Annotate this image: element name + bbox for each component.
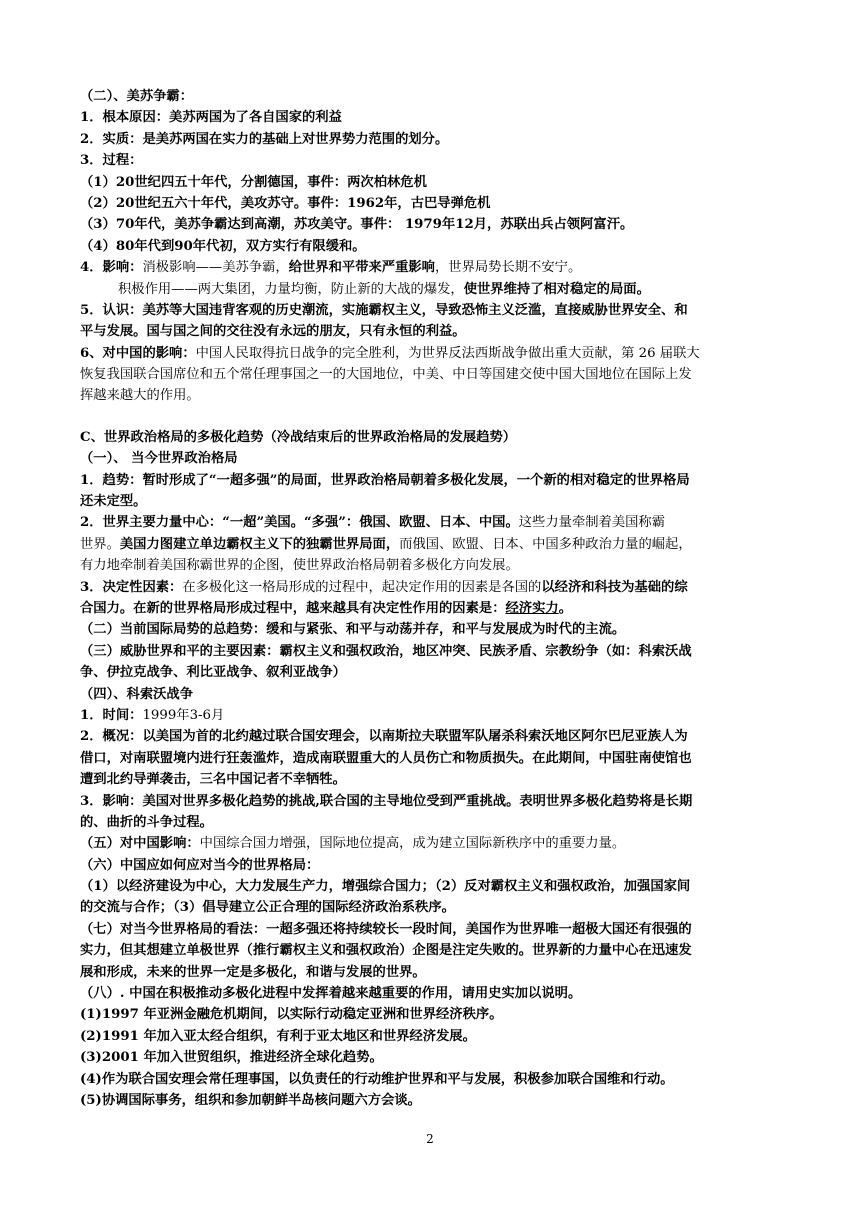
- paragraph-line: （七）对当今世界格局的看法：一超多强还将持续较长一段时间，美国作为世界唯一超极大国还有很强的: [80, 921, 692, 937]
- item-label: 6、对中国的影响：: [80, 345, 196, 361]
- text-run: 中国人民取得抗日战争的完全胜利，为世界反法西斯战争做出重大贡献，第 26 届联大: [195, 345, 700, 361]
- text-run: 中国综合国力增强，国际地位提高，成为建立国际新秩序中的重要力量。: [199, 836, 626, 852]
- text-run: 在多极化这一格局形成的过程中，起决定作用的因素是各国的: [182, 579, 542, 595]
- paragraph-line: 5．认识：美苏等大国违背客观的历史潮流，实施霸权主义，导致恐怖主义泛滥，直接威胁世界安全、和: [80, 302, 688, 318]
- paragraph-line: [80, 279, 790, 300]
- paragraph-line: （3）70年代，美苏争霸达到高潮，苏攻美守。事件： 1979年12月，苏联出兵占领阿富汗。: [80, 217, 634, 233]
- paragraph-line: 还未定型。: [80, 494, 147, 510]
- paragraph-line: [80, 577, 790, 598]
- paragraph-line: [80, 257, 790, 278]
- page-number: 2: [426, 1132, 434, 1146]
- section-us-soviet-rivalry: [80, 86, 790, 407]
- text-run: 世界。: [80, 536, 120, 552]
- text-run: 消极影响——美苏争霸，: [142, 260, 289, 276]
- text-run-bold: 2．世界主要力量中心：“一超”美国。“多强”：俄国、欧盟、日本、中国。: [80, 515, 519, 531]
- paragraph-line: [80, 534, 790, 555]
- text-run: 这些力量牵制着美国称霸: [518, 515, 666, 531]
- paragraph-line: 3．过程：: [80, 153, 143, 169]
- text-run-bold: 合国力。在新的世界格局形成过程中，越来越具有决定性作用的因素是：: [80, 600, 506, 616]
- subsection-heading: （一）、 当今世界政治格局: [80, 451, 238, 467]
- item-label: （五）对中国影响：: [80, 836, 200, 852]
- paragraph-line: 借口，对南联盟境内进行狂轰滥炸，造成南联盟重大的人员伤亡和物质损失。在此期间，中国驻南使馆也: [80, 750, 692, 766]
- text-run: 积极作用——两大集团，力量均衡，防止新的大战的爆发，: [118, 281, 464, 297]
- paragraph-line: [80, 512, 790, 533]
- list-item: (5)协调国际事务，组织和参加朝鲜半岛核问题六方会谈。: [80, 1092, 421, 1108]
- item-label: 3．决定性因素：: [80, 579, 183, 595]
- list-item: (3)2001 年加入世贸组织，推进经济全球化趋势。: [80, 1050, 383, 1066]
- paragraph-line: 1．根本原因：美苏两国为了各自国家的利益: [80, 110, 342, 126]
- subsection-heading: （八）. 中国在积极推动多极化进程中发挥着越来越重要的作用，请用史实加以说明。: [80, 986, 582, 1002]
- paragraph-line: （4）80年代到90年代初，双方实行有限缓和。: [80, 238, 366, 254]
- list-item: (1)1997 年亚洲金融危机期间，以实际行动稳定亚洲和世界经济秩序。: [80, 1007, 503, 1023]
- text-run-bold: 给世界和平带来严重影响: [288, 260, 435, 276]
- paragraph-line: [80, 833, 790, 854]
- paragraph-line: （2）20世纪五六十年代，美攻苏守。事件：1962年，古巴导弹危机: [80, 195, 491, 211]
- paragraph-line: 的、曲折的斗争过程。: [80, 814, 213, 830]
- subsection-heading: （三）威胁世界和平的主要因素：霸权主义和强权政治，地区冲突、民族矛盾、宗教纷争（如：科索沃战: [80, 643, 692, 659]
- paragraph-line: 2．概况：以美国为首的北约越过联合国安理会，以南斯拉夫联盟军队屠杀科索沃地区阿尔巴尼亚族人为: [80, 729, 688, 745]
- paragraph-line: 争、伊拉克战争、利比亚战争、叙利亚战争）: [80, 665, 346, 681]
- subsection-heading: （六）中国应如何应对当今的世界格局：: [80, 857, 320, 873]
- section-multipolarization: [80, 427, 790, 1112]
- spacer: [80, 407, 790, 427]
- paragraph-line: [80, 705, 790, 726]
- item-label: 4．影响：: [80, 260, 143, 276]
- paragraph-line: （1）20世纪四五十年代，分割德国，事件：两次柏林危机: [80, 174, 427, 190]
- text-run: 1999年3-6月: [142, 707, 225, 723]
- paragraph-line: 有力地牵制着美国称霸世界的企图，使世界政治格局朝着多极化方向发展。: [80, 558, 519, 574]
- paragraph-line: 挥越来越大的作用。: [80, 388, 200, 404]
- paragraph-line: 3．影响：美国对世界多极化趋势的挑战,联合国的主导地位受到严重挑战。表明世界多极化趋势将是长期: [80, 793, 693, 809]
- paragraph-line: [80, 598, 790, 619]
- paragraph-line: 展和形成，未来的世界一定是多极化，和谐与发展的世界。: [80, 964, 426, 980]
- paragraph-line: （1）以经济建设为中心，大力发展生产力，增强综合国力；（2）反对霸权主义和强权政治，加强国家间: [80, 879, 691, 895]
- paragraph-line: [80, 343, 790, 364]
- paragraph-line: 1．趋势：暂时形成了“一超多强”的局面，世界政治格局朝着多极化发展，一个新的相对稳定的世界格局: [80, 472, 690, 488]
- text-run-bold: 美国力图建立单边霸权主义下的独霸世界局面，: [119, 536, 400, 552]
- subsection-heading: （四）、科索沃战争: [80, 686, 194, 702]
- text-run: 而俄国、欧盟、日本、中国多种政治力量的崛起，: [399, 536, 692, 552]
- text-run-bold: 使世界维持了相对稳定的局面。: [463, 281, 650, 297]
- paragraph-line: 平与发展。国与国之间的交往没有永远的朋友，只有永恒的利益。: [80, 324, 466, 340]
- list-item: (2)1991 年加入亚太经合组织，有利于亚太地区和世界经济发展。: [80, 1028, 476, 1044]
- subsection-heading: （二）当前国际局势的总趋势：缓和与紧张、和平与动荡并存，和平与发展成为时代的主流。: [80, 622, 626, 638]
- section-heading: （二）、美苏争霸：: [80, 89, 194, 104]
- document-body: [80, 86, 790, 1111]
- list-item: (4)作为联合国安理会常任理事国，以负责任的行动维护世界和平与发展，积极参加联合国维和行动。: [80, 1071, 674, 1087]
- underlined-term: 经济实力: [505, 600, 559, 616]
- paragraph-line: 实力，但其想建立单极世界（推行霸权主义和强权政治）企图是注定失败的。世界新的力量中心在迅速发: [80, 943, 692, 959]
- section-heading: C、世界政治格局的多极化趋势（冷战结束后的世界政治格局的发展趋势）: [80, 429, 517, 445]
- text-run-bold: 以经济和科技为基础的综: [541, 579, 688, 595]
- paragraph-line: 恢复我国联合国席位和五个常任理事国之一的大国地位，中美、中日等国建交使中国大国地位在国际上发: [80, 367, 692, 383]
- text-run: ，世界局势长期不安宁。: [434, 260, 582, 276]
- paragraph-line: 2．实质：是美苏两国在实力的基础上对世界势力范围的划分。: [80, 131, 449, 147]
- paragraph-line: 的交流与合作；（3）倡导建立公正合理的国际经济政治系秩序。: [80, 900, 455, 916]
- paragraph-line: 遭到北约导弹袭击，三名中国记者不幸牺牲。: [80, 772, 346, 788]
- item-label: 1．时间：: [80, 707, 143, 723]
- text-run-bold: 。: [558, 600, 572, 616]
